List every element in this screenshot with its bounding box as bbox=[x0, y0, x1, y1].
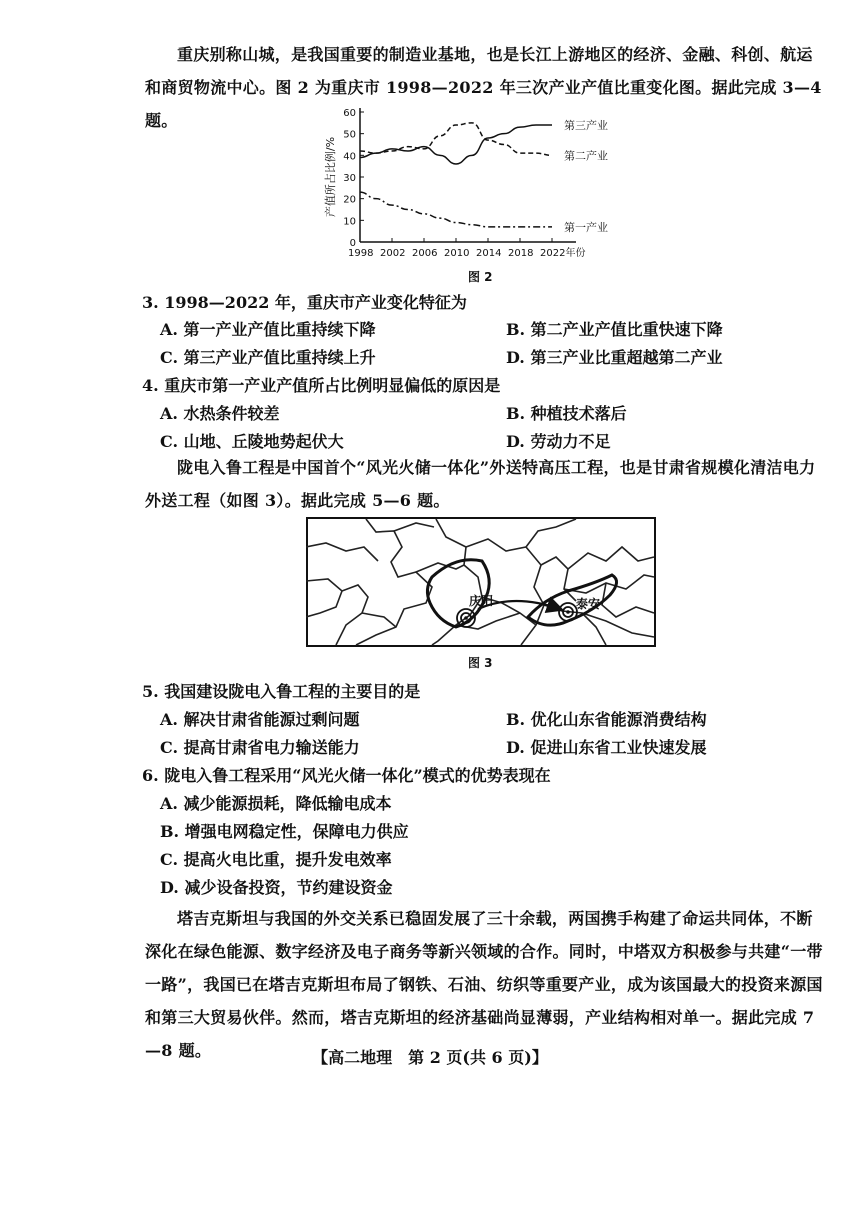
q6-option-d: D. 减少设备投资，节约建设资金 bbox=[160, 878, 393, 897]
transmission-map bbox=[306, 517, 656, 647]
series-label: 第二产业 bbox=[564, 149, 608, 163]
question-6-stem: 6. 陇电入鲁工程采用“风光火储一体化”模式的优势表现在 bbox=[142, 766, 551, 785]
q5-option-b: B. 优化山东省能源消费结构 bbox=[506, 710, 707, 729]
q4-option-a: A. 水热条件较差 bbox=[160, 404, 280, 423]
y-axis-label: 产值所占比例/% bbox=[324, 136, 337, 218]
q3-option-b: B. 第二产业产值比重快速下降 bbox=[506, 320, 723, 339]
question-4-stem: 4. 重庆市第一产业产值所占比例明显偏低的原因是 bbox=[142, 376, 501, 395]
primary-industry-line bbox=[360, 192, 552, 227]
q3-option-d: D. 第三产业比重超越第二产业 bbox=[506, 348, 723, 367]
y-tick-label: 40 bbox=[343, 151, 356, 163]
series-label: 第三产业 bbox=[564, 119, 608, 132]
x-tick-label: 2018 bbox=[508, 248, 534, 259]
passage-tajikistan: 塔吉克斯坦与我国的外交关系已稳固发展了三十余载，两国携手构建了命运共同体，不断深化在绿色能源、数字经济及电子商务等新兴领域的合作。同时，中塔双方积极参与共建“一带一路”，我国已在塔吉克斯坦布局了钢铁、石油、纺织等重要产业，成为该国最大的投资来源国和第三大贸易伙伴。然而，塔吉克斯坦的经济基础尚显薄弱，产业结构相对单一。据此完成 7—8 题。 bbox=[145, 909, 823, 1060]
q4-option-b: B. 种植技术落后 bbox=[506, 404, 627, 423]
industry-share-chart bbox=[318, 100, 648, 275]
x-tick-label: 2006 bbox=[412, 248, 438, 259]
x-tick-label: 1998 bbox=[348, 248, 374, 259]
x-tick-label: 2022年份 bbox=[540, 248, 586, 259]
tertiary-industry-line bbox=[360, 125, 552, 164]
y-tick-label: 0 bbox=[349, 238, 356, 249]
q4-option-c: C. 山地、丘陵地势起伏大 bbox=[160, 432, 344, 451]
y-tick-label: 20 bbox=[343, 194, 356, 206]
label-qingyang: 庆阳 bbox=[469, 594, 494, 608]
q5-option-a: A. 解决甘肃省能源过剩问题 bbox=[160, 710, 360, 729]
figure3-caption: 图 3 bbox=[468, 656, 493, 670]
passage-chongqing: 重庆别称山城，是我国重要的制造业基地，也是长江上游地区的经济、金融、科创、航运和商贸物流中心。图 2 为重庆市 1998—2022 年三次产业产值比重变化图。据此完成 3—4 题。 bbox=[145, 45, 822, 130]
page-footer: 【高二地理 第 2 页(共 6 页)】 bbox=[312, 1048, 548, 1067]
y-tick-label: 30 bbox=[343, 173, 356, 184]
q6-option-c: C. 提高火电比重，提升发电效率 bbox=[160, 850, 392, 869]
q6-option-a: A. 减少能源损耗，降低输电成本 bbox=[160, 794, 392, 813]
series-label: 第一产业 bbox=[564, 220, 608, 234]
passage-longdian: 陇电入鲁工程是中国首个“风光火储一体化”外送特高压工程，也是甘肃省规模化清洁电力外送工程（如图 3）。据此完成 5—6 题。 bbox=[145, 458, 816, 510]
y-tick-label: 50 bbox=[343, 129, 356, 141]
q5-option-d: D. 促进山东省工业快速发展 bbox=[506, 738, 707, 757]
question-5-stem: 5. 我国建设陇电入鲁工程的主要目的是 bbox=[142, 682, 421, 701]
x-tick-label: 2010 bbox=[444, 248, 470, 259]
y-tick-label: 60 bbox=[343, 108, 356, 119]
q3-option-c: C. 第三产业产值比重持续上升 bbox=[160, 348, 376, 367]
q3-option-a: A. 第一产业产值比重持续下降 bbox=[160, 320, 376, 339]
figure2-caption: 图 2 bbox=[468, 270, 493, 284]
y-tick-label: 10 bbox=[343, 216, 356, 228]
x-tick-label: 2002 bbox=[380, 248, 406, 259]
label-taian: 泰安 bbox=[576, 597, 601, 611]
question-3-stem: 3. 1998—2022 年，重庆市产业变化特征为 bbox=[142, 293, 467, 312]
q4-option-d: D. 劳动力不足 bbox=[506, 432, 611, 451]
q6-option-b: B. 增强电网稳定性，保障电力供应 bbox=[160, 822, 409, 841]
x-tick-label: 2014 bbox=[476, 248, 502, 259]
q5-option-c: C. 提高甘肃省电力输送能力 bbox=[160, 738, 360, 757]
